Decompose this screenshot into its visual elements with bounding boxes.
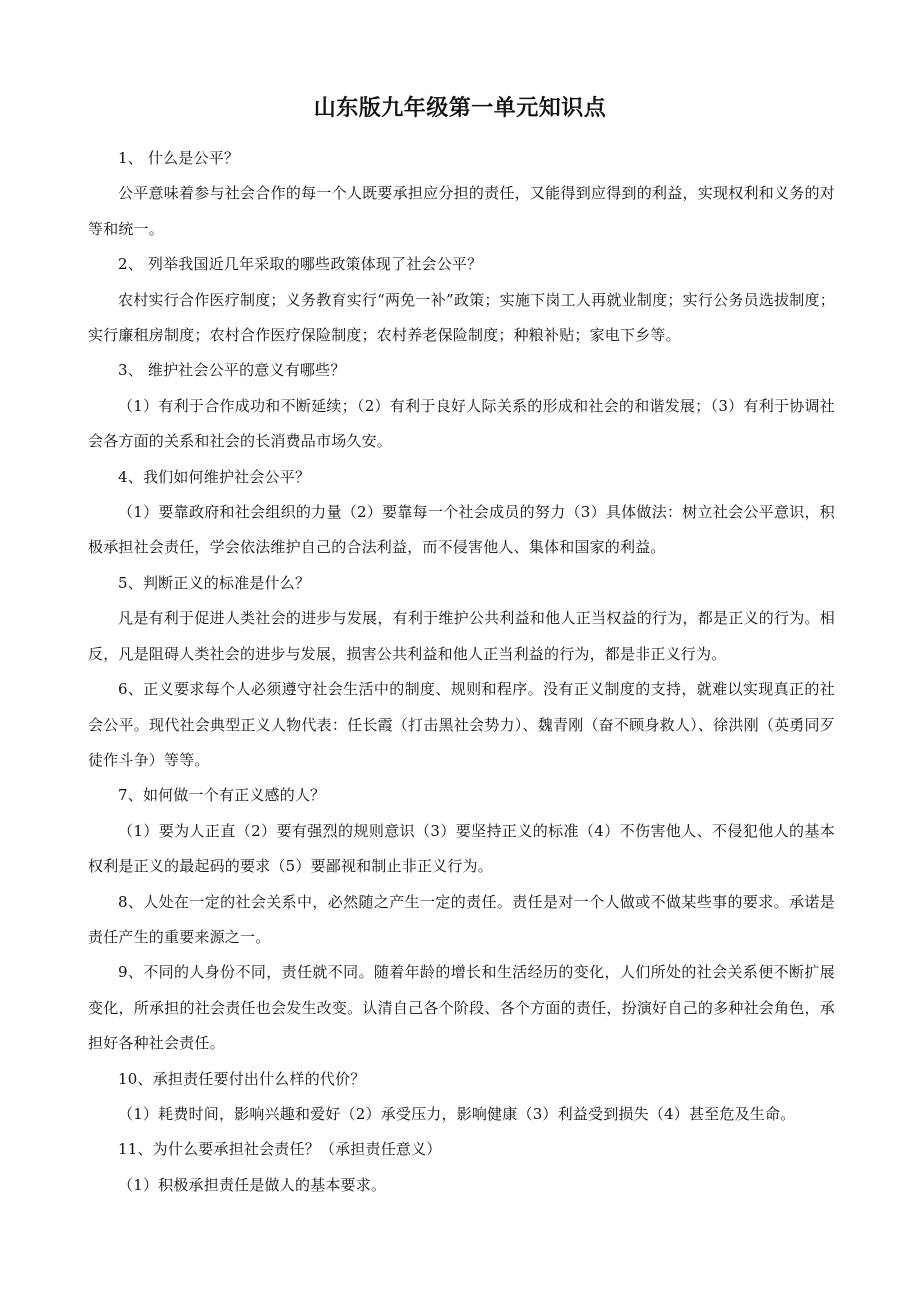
question-5: 5、判断正义的标准是什么？ <box>118 573 311 592</box>
question-2: 2、 列举我国近几年采取的哪些政策体现了社会公平？ <box>118 255 483 274</box>
question-10: 10、承担责任要付出什么样的代价？ <box>118 1069 366 1088</box>
document-body <box>88 141 835 1203</box>
answer-11: （1）积极承担责任是做人的基本要求。 <box>118 1175 387 1194</box>
question-4: 4、我们如何维护社会公平？ <box>118 467 311 486</box>
answer-10: （1）耗费时间，影响兴趣和爱好（2）承受压力，影响健康（3）利益受到损失（4）甚至危及生命。 <box>118 1104 796 1123</box>
answer-5: 凡是有利于促进人类社会的进步与发展，有利于维护公共利益和他人正当权益的行为，都是正义的行为。相反，凡是阻碍人类社会的进步与发展，损害公共利益和他人正当利益的行为，都是非正义行为。 <box>88 609 835 663</box>
answer-3: （1）有利于合作成功和不断延续；（2）有利于良好人际关系的形成和社会的和谐发展；（3）有利于协调社会各方面的关系和社会的长消费品市场久安。 <box>88 396 835 451</box>
point-9: 9、不同的人身份不同，责任就不同。随着年龄的增长和生活经历的变化，人们所处的社会关系便不断扩展变化，所承担的社会责任也会发生改变。认清自己各个阶段、各个方面的责任，扮演好自己的多种社会角色，承担好各种社会责任。 <box>88 963 835 1053</box>
answer-2: 农村实行合作医疗制度；义务教育实行“两免一补”政策；实施下岗工人再就业制度；实行公务员选拔制度；实行廉租房制度；农村合作医疗保险制度；农村养老保险制度；种粮补贴；家电下乡等。 <box>88 290 835 345</box>
answer-1: 公平意味着参与社会合作的每一个人既要承担应分担的责任，又能得到应得到的利益，实现权利和义务的对等和统一。 <box>88 184 835 238</box>
point-8: 8、人处在一定的社会关系中，必然随之产生一定的责任。责任是对一个人做或不做某些事的要求。承诺是责任产生的重要来源之一。 <box>88 892 835 946</box>
document-title: 山东版九年级第一单元知识点 <box>313 96 607 121</box>
question-7: 7、如何做一个有正义感的人？ <box>118 786 326 805</box>
question-3: 3、 维护社会公平的意义有哪些？ <box>118 361 346 380</box>
question-1: 1、 什么是公平？ <box>118 149 240 167</box>
answer-7: （1）要为人正直（2）要有强烈的规则意识（3）要坚持正义的标准（4）不伤害他人、不侵犯他人的基本权利是正义的最起码的要求（5）要鄙视和制止非正义行为。 <box>88 821 835 876</box>
answer-4: （1）要靠政府和社会组织的力量（2）要靠每一个社会成员的努力（3）具体做法：树立社会公平意识，积极承担社会责任，学会依法维护自己的合法利益，而不侵害他人、集体和国家的利益。 <box>88 503 835 557</box>
question-11: 11、为什么要承担社会责任？（承担责任意义） <box>118 1140 442 1159</box>
point-6: 6、正义要求每个人必须遵守社会生活中的制度、规则和程序。没有正义制度的支持，就难以实现真正的社会公平。现代社会典型正义人物代表：任长霞（打击黑社会势力）、魏青刚（奋不顾身救人）、徐洪刚（英勇同歹徒作斗争）等等。 <box>88 680 835 769</box>
